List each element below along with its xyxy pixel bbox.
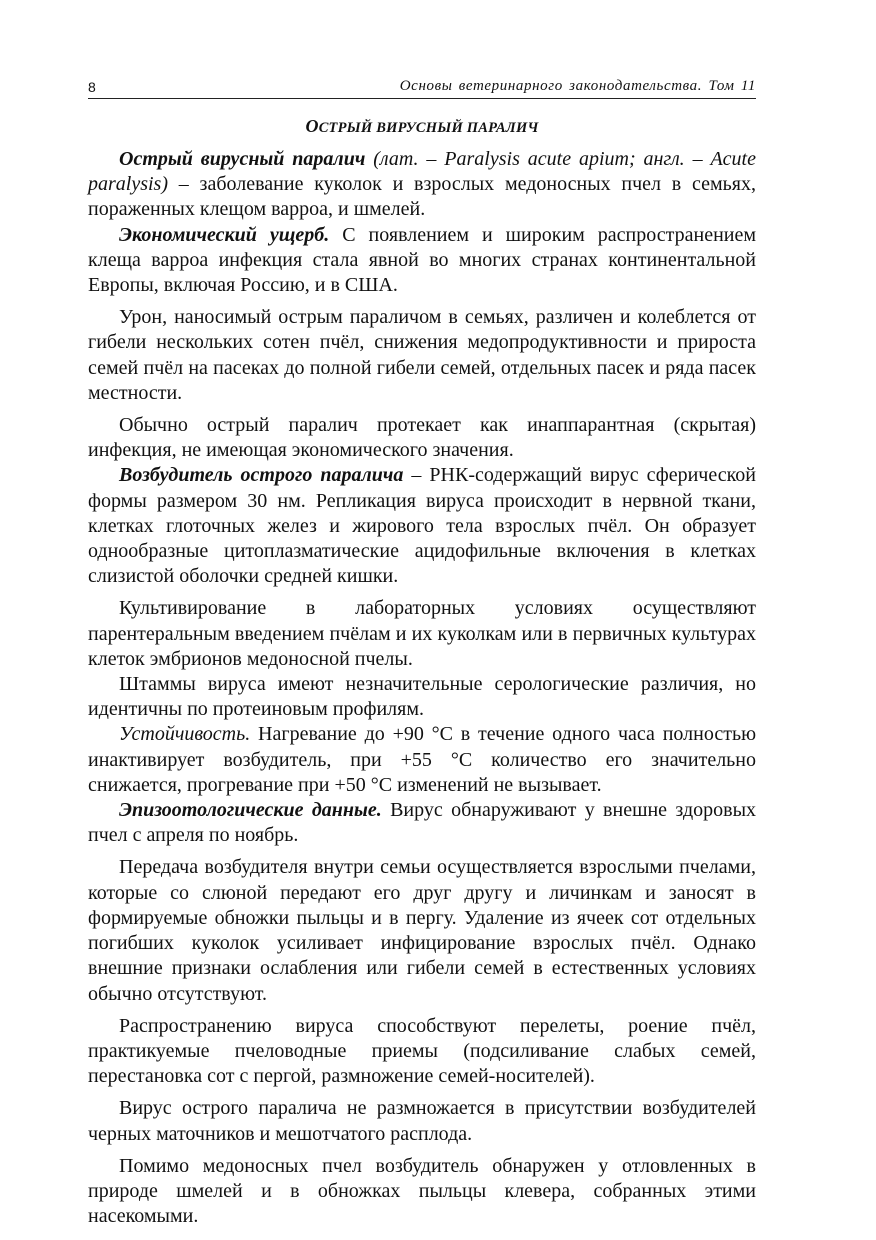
paragraph-text: С появлением и широким распространением клеща варроа инфекция стала явной во многих странах континентальной Европы, включая Россию, и в США. <box>88 223 757 297</box>
paragraph-transmission: Передача возбудителя внутри семьи осуществляется взрослыми пчелами, которые со слюной передают его друг другу и личинкам и заносят в формируемые обножки пыльцы и в пергу. Удаление из ячеек сот отдельных погибших куколок усиливает инфицирование взрослых пчёл. Однако внешние признаки ослабления или гибели семей в естественных условиях обычно отсутствуют. <box>88 856 756 1005</box>
paragraph-bumblebees: Помимо медоносных пчел возбудитель обнаружен у отловленных в природе шмелей и в обножках пыльцы клевера, собранных этими насекомыми. <box>88 1154 756 1228</box>
paragraph-economic-damage <box>88 223 756 299</box>
paragraph-coinfection: Вирус острого паралича не размножается в присутствии возбудителей черных маточников и мешотчатого расплода. <box>88 1097 756 1145</box>
term-acute-paralysis: Острый вирусный паралич <box>119 148 366 170</box>
term-pathogen: Возбудитель острого паралича <box>119 464 404 487</box>
paragraph-resistance <box>88 722 756 798</box>
paragraph-losses: Урон, наносимый острым параличом в семьях, различен и колеблется от гибели нескольких сотен пчёл, снижения медопродуктивности и прироста семей пчёл на пасеках до полной гибели семей, отдельных пасек и ряда пасек местности. <box>88 306 756 404</box>
term-economic-damage: Экономический ущерб. <box>119 223 330 246</box>
term-epizootology: Эпизоотологические данные. <box>119 799 382 822</box>
paragraph-pathogen <box>88 463 756 589</box>
term-resistance: Устойчивость. <box>119 723 251 746</box>
paragraph-text: Нагревание до +90 °С в течение одного часа полностью инактивирует возбудитель, при +55 °С количество его значительно снижается, прогревание при +50 °С изменений не вызывает. <box>88 723 757 796</box>
paragraph-definition <box>88 147 756 223</box>
chapter-title-rest: СТРЫЙ ВИРУСНЫЙ ПАРАЛИЧ <box>318 120 539 136</box>
paragraph-epizootology <box>88 798 756 848</box>
paragraph-inapparent: Обычно острый паралич протекает как инаппарантная (скрытая) инфекция, не имеющая экономического значения. <box>88 414 756 462</box>
chapter-title <box>88 116 756 137</box>
paragraph-text: – РНК-содержащий вирус сферической формы размером 30 нм. Репликация вируса происходит в нервной ткани, клетках глоточных желез и жирового тела взрослых пчёл. Он образует однообразные цитоплазматические ацидофильные включения в клетках слизистой оболочки средней кишки. <box>88 464 757 588</box>
paragraph-cultivation: Культивирование в лабораторных условиях осуществляют парентеральным введением пчёлам и их куколкам или в первичных культурах клеток эмбрионов медоносной пчелы. <box>88 597 756 670</box>
chapter-title-initial: О <box>305 116 319 136</box>
document-page <box>88 74 756 1229</box>
paragraph-strains: Штаммы вируса имеют незначительные серологические различия, но идентичны по протеиновым профилям. <box>88 673 756 721</box>
book-title: Основы ветеринарного законодательства. Том 11 <box>399 78 756 94</box>
paragraph-text: Вирус обнаруживают у внешне здоровых пчел с апреля по ноябрь. <box>88 799 757 847</box>
paragraph-text: – заболевание куколок и взрослых медоносных пчел в семьях, пораженных клещом варроа, и шмелей. <box>88 173 756 221</box>
running-header <box>88 74 756 99</box>
article-body <box>88 147 756 1229</box>
page-number: 8 <box>88 79 96 95</box>
latin-name: (лат. – Paralysis acute apium; англ. – Acute paralysis) <box>88 148 756 196</box>
paragraph-spread: Распространению вируса способствуют перелеты, роение пчёл, практикуемые пчеловодные приемы (подсиливание слабых семей, перестановка сот с пергой, размножение семей-носителей). <box>88 1014 756 1088</box>
